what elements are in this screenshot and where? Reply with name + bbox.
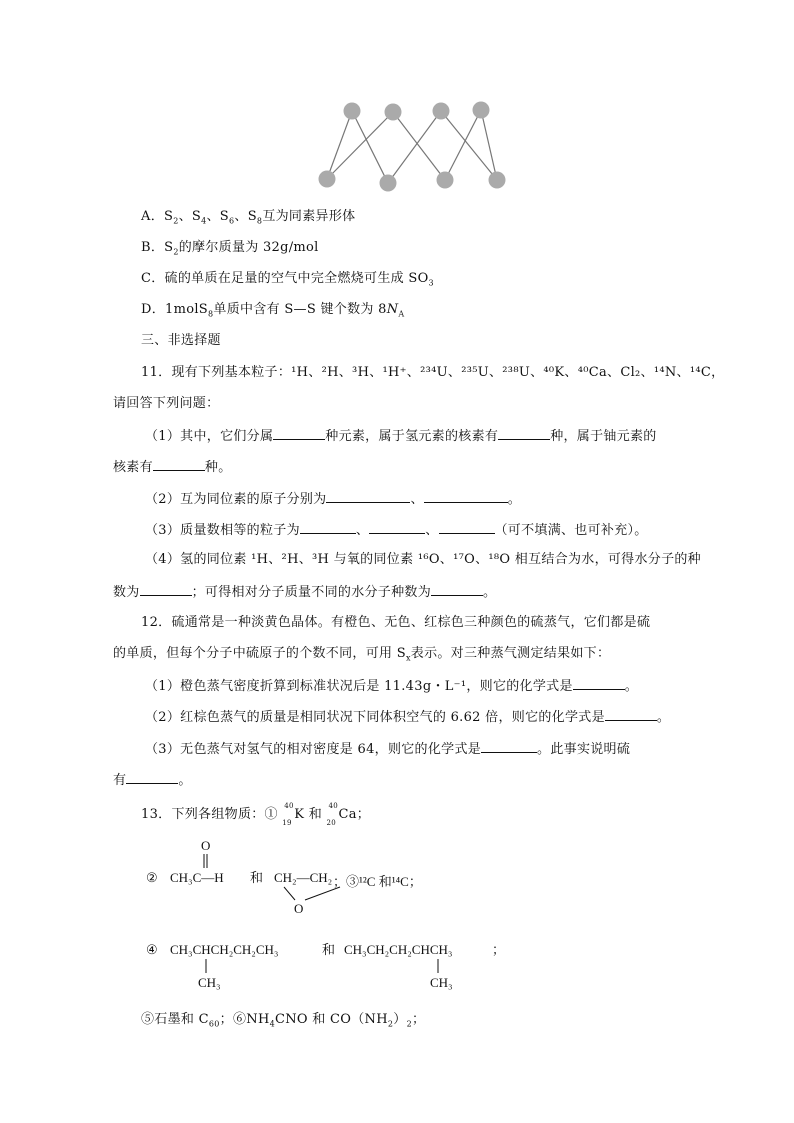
methylpentane-2-formula: CH₃CHCH₂CH₂CH₃ <box>170 942 279 957</box>
answer-blank[interactable] <box>605 708 657 721</box>
sulfur-atom <box>473 102 490 119</box>
q12-stem: 12．硫通常是一种淡黄色晶体。有橙色、无色、红棕色三种颜色的硫蒸气，它们都是硫 <box>141 615 651 630</box>
and-text: 和 <box>250 870 264 885</box>
methyl-branch: CH₃ <box>198 975 221 990</box>
group2-label: ② <box>146 870 158 885</box>
option-d: D．1molS$_8$单质中含有 S—S 键个数为 $8N_A$ <box>141 302 405 319</box>
sulfur-atom <box>437 172 454 189</box>
sulfur-atom <box>319 171 336 188</box>
q12-stem-cont: 的单质，但每个分子中硫原子的个数不同，可用 $S_x$表示。对三种蒸气测定结果如下： <box>113 646 611 663</box>
answer-blank[interactable] <box>326 490 410 503</box>
carbonyl-oxygen: O <box>201 838 211 853</box>
q11-part1: （1）其中，它们分属 种元素，属于氢元素的核素有 种，属于铀元素的 <box>145 429 657 444</box>
q11-part3: （3）质量数相等的粒子为 、 、 （可不填满、也可补充）。 <box>145 523 648 538</box>
q11-part1-cont: 核素有 种。 <box>113 460 232 475</box>
methylpentane-2b-formula: CH₃CH₂CH₂CHCH₃ <box>344 942 453 957</box>
end-mark: ； <box>492 942 506 957</box>
q12-part2: （2）红棕色蒸气的质量是相同状况下同体积空气的 6.62 倍，则它的化学式是 。 <box>145 710 671 725</box>
answer-blank[interactable] <box>439 521 495 534</box>
q12-part3: （3）无色蒸气对氢气的相对密度是 64，则它的化学式是 。此事实说明硫 <box>145 742 631 757</box>
answer-blank[interactable] <box>481 740 537 753</box>
q13-group2-structures <box>140 838 480 918</box>
sulfur-atom <box>433 103 450 120</box>
answer-blank[interactable] <box>573 677 625 690</box>
q12-part3-cont: 有 。 <box>113 773 192 788</box>
and-text: 和 <box>322 942 336 957</box>
epoxide-formula: CH₂—CH₂ <box>274 870 333 885</box>
answer-blank[interactable] <box>431 583 483 596</box>
q12-part1: （1）橙色蒸气密度折算到标准状况后是 11.43g・L⁻¹，则它的化学式是 。 <box>145 679 639 694</box>
answer-blank[interactable] <box>153 458 205 471</box>
q11-prompt: 请回答下列问题： <box>113 396 220 411</box>
answer-blank[interactable] <box>140 583 192 596</box>
q11-part2: （2）互为同位素的原子分别为 、 。 <box>145 492 522 507</box>
answer-blank[interactable] <box>424 490 508 503</box>
q13-group4-structures <box>140 935 510 995</box>
answer-blank[interactable] <box>498 427 550 440</box>
option-a: A．$S_2$、$S_4$、$S_6$、$S_8$互为同素异形体 <box>141 209 356 226</box>
s8-molecule-figure <box>300 92 520 200</box>
sulfur-atom <box>385 104 402 121</box>
methyl-branch: CH₃ <box>430 975 453 990</box>
answer-blank[interactable] <box>300 521 356 534</box>
q13-group5-6: ⑤石墨和 $C_{60}$；$⑥NH_4CNO$ 和 $CO(NH_2)_2$； <box>141 1012 426 1029</box>
q13-stem: 13．下列各组物质：① 40 19 K 和 40 20 Ca； <box>141 802 371 827</box>
q13-group3: ；③¹²C 和¹⁴C； <box>333 874 422 889</box>
epoxide-oxygen: O <box>294 901 304 916</box>
section-title: 三、非选择题 <box>141 333 221 348</box>
q11-part4: （4）氢的同位素 ¹H、²H、³H 与氧的同位素 ¹⁶O、¹⁷O、¹⁸O 相互结合为水，可得水分子的种 <box>145 552 701 567</box>
acetaldehyde-formula: CH₃C—H <box>170 870 224 885</box>
answer-blank[interactable] <box>369 521 425 534</box>
q11-stem: 11．现有下列基本粒子：¹H、²H、³H、¹H⁺、²³⁴U、²³⁵U、²³⁸U、⁴⁰K、⁴⁰Ca、Cl₂、¹⁴N、¹⁴C， <box>141 365 725 380</box>
answer-blank[interactable] <box>126 771 178 784</box>
sulfur-atom <box>380 175 397 192</box>
group4-label: ④ <box>146 942 158 957</box>
sulfur-atom <box>489 172 506 189</box>
option-c: C．硫的单质在足量的空气中完全燃烧可生成 $SO_3$ <box>141 271 434 288</box>
q11-part4-cont: 数为 ；可得相对分子质量不同的水分子种数为 。 <box>113 585 497 600</box>
option-b: B．$S_2$的摩尔质量为 32g/mol <box>141 240 319 257</box>
sulfur-atom <box>344 103 361 120</box>
answer-blank[interactable] <box>273 427 325 440</box>
